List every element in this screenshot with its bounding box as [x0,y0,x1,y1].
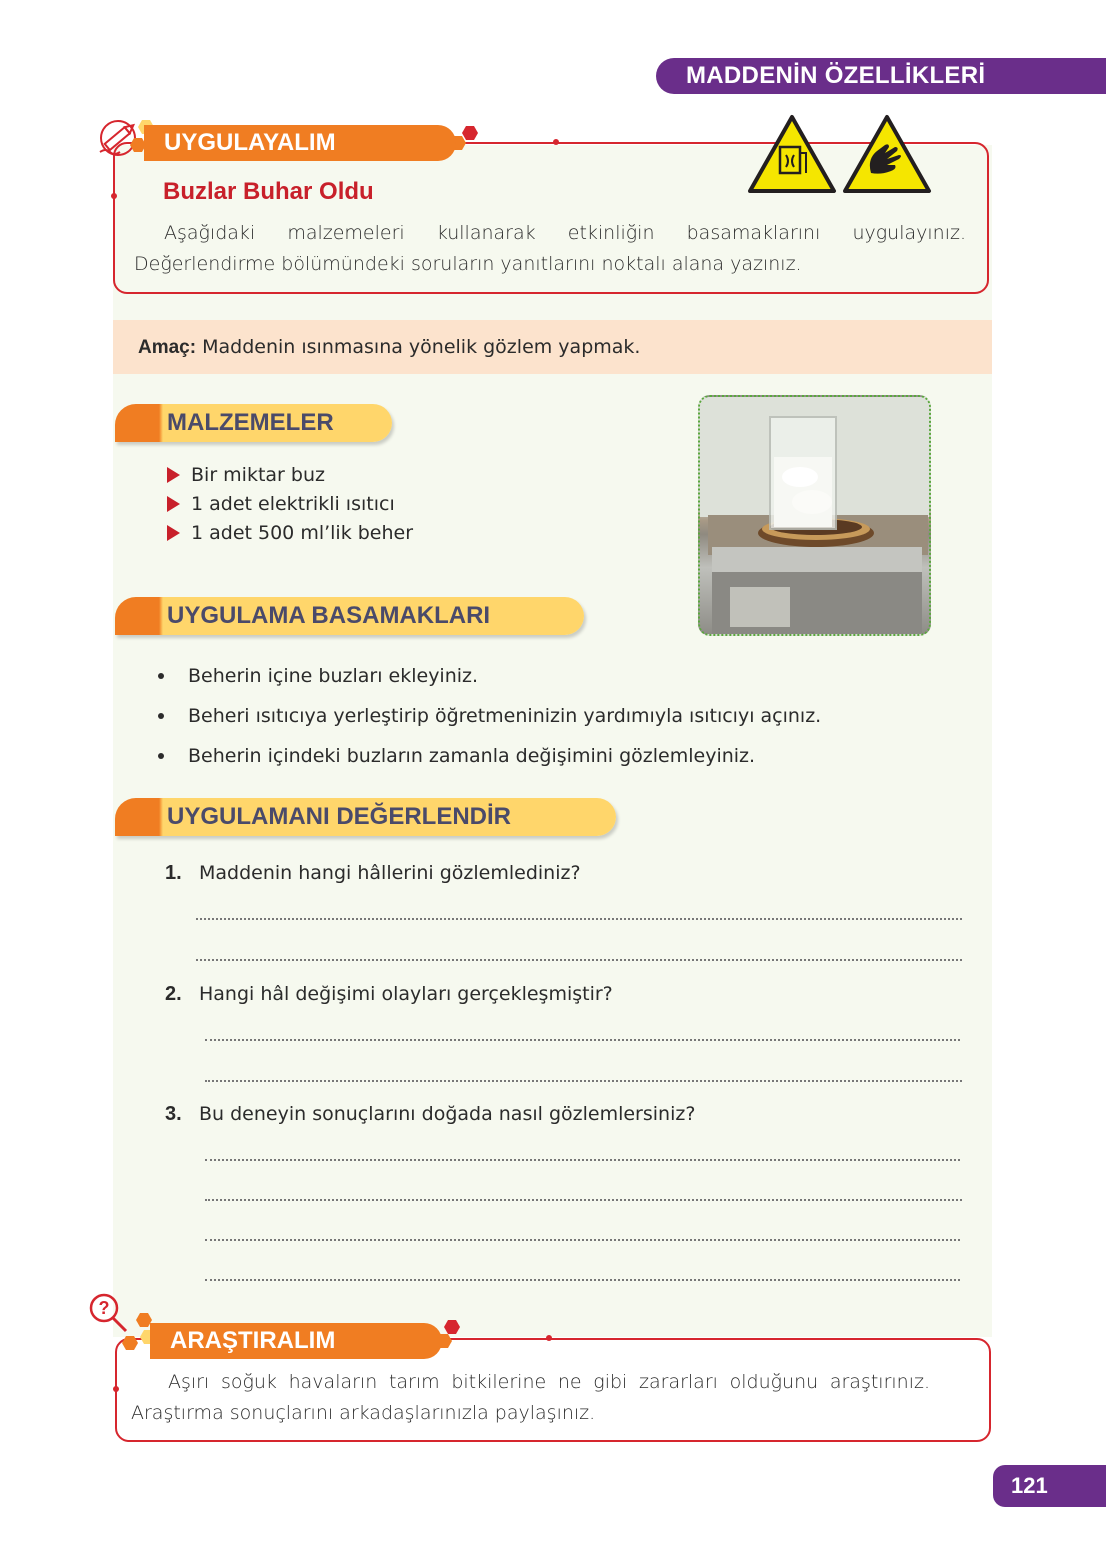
purpose-label: Amaç: [138,337,197,358]
materials-list [165,461,413,548]
activity-title: Buzlar Buhar Oldu [163,178,374,205]
frame-dot [111,193,117,199]
beaker-heater-photo [698,395,931,636]
unit-title-banner: MADDENİN ÖZELLİKLERİ [656,58,1106,94]
hexagon-icon [462,126,478,140]
svg-text:?: ? [98,1298,110,1318]
frame-dot [113,1386,119,1392]
hot-beaker-warning-icon [746,113,838,195]
list-item: Bir miktar buz [165,461,413,490]
answer-line[interactable] [205,1159,960,1161]
answer-line[interactable] [205,1279,960,1281]
purpose-text: Maddenin ısınmasına yönelik gözlem yapmak. [202,336,641,358]
answer-line[interactable] [196,918,962,920]
frame-dot [546,1335,552,1341]
list-item: Beheri ısıtıcıya yerleştirip öğretmeninizin yardımıyla ısıtıcıyı açınız. [158,696,821,736]
list-item: Beherin içindeki buzların zamanla değişimini gözlemleyiniz. [158,736,821,776]
bullet-triangle-icon [167,496,180,512]
question-text: Bu deneyin sonuçlarını doğada nasıl gözlemlersiniz? [199,1103,696,1125]
research-text: Aşırı soğuk havaların tarım bitkilerine ne gibi zararları olduğunu araştırınız. Araştırma sonuçlarını arkadaşlarınızla paylaşınız. [131,1371,930,1424]
question-3 [165,1103,695,1126]
activity-instructions: Aşağıdaki malzemeleri kullanarak etkinliğin basamaklarını uygulayınız. Değerlendirme bölümündeki soruların yanıtlarını noktalı alana yazınız. [134,222,966,275]
question-2 [165,983,613,1006]
question-text: Maddenin hangi hâllerini gözlemlediniz? [199,862,581,884]
arastiralim-tag: ARAŞTIRALIM [150,1323,442,1359]
question-text: Hangi hâl değişimi olayları gerçekleşmiştir? [199,983,613,1005]
question-number: 1. [165,862,182,884]
bullet-triangle-icon [167,525,180,541]
frame-dot [553,139,559,145]
page-number: 121 [993,1465,1106,1507]
gloves-warning-icon [841,113,933,195]
list-item: 1 adet 500 ml’lik beher [165,519,413,548]
steps-list [158,656,821,776]
answer-line[interactable] [205,1199,962,1201]
materials-header: MALZEMELER [115,404,392,442]
question-number: 3. [165,1103,182,1125]
answer-line[interactable] [205,1080,962,1082]
magnifier-question-icon [86,1292,132,1336]
uygulayalim-tag: UYGULAYALIM [144,125,456,161]
beaker-illustration [700,397,931,636]
answer-line[interactable] [205,1039,960,1041]
answer-line[interactable] [205,1239,960,1241]
list-item: 1 adet elektrikli ısıtıcı [165,490,413,519]
question-number: 2. [165,983,182,1005]
bullet-triangle-icon [167,467,180,483]
question-1 [165,862,581,885]
evaluation-header: UYGULAMANI DEĞERLENDİR [115,798,616,836]
steps-header: UYGULAMA BASAMAKLARI [115,597,584,635]
purpose-band [113,320,992,374]
list-item: Beherin içine buzları ekleyiniz. [158,656,821,696]
answer-line[interactable] [196,959,962,961]
